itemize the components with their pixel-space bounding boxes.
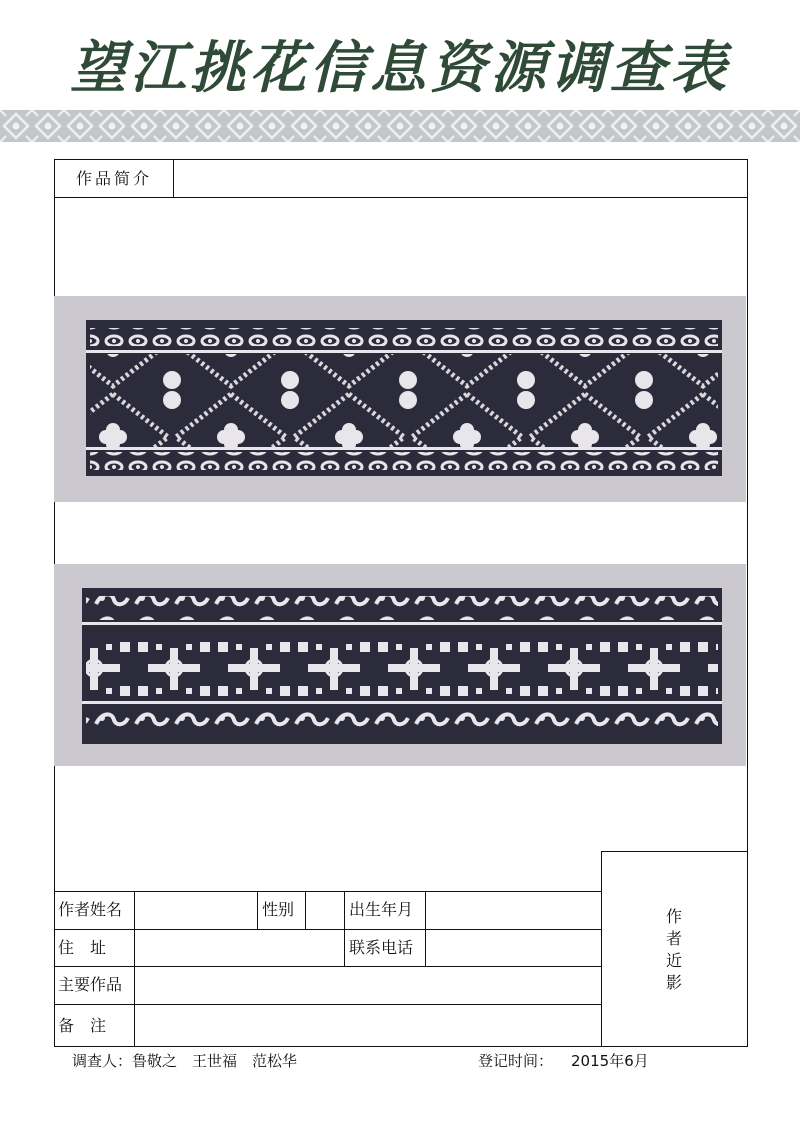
surveyor-label: 调查人： (72, 1052, 133, 1070)
phone-label: 联系电话 (349, 938, 414, 957)
band-pattern (0, 110, 800, 142)
author-name-label: 作者姓名 (58, 900, 123, 919)
embroidery-scroll-pattern (54, 564, 746, 766)
gender-label: 性别 (262, 900, 295, 919)
works-field[interactable] (136, 967, 601, 1004)
address-label: 住 址 (58, 938, 107, 957)
date-line (478, 1050, 649, 1072)
phone-field[interactable] (426, 930, 601, 966)
works-label: 主要作品 (58, 975, 123, 994)
author-name-field[interactable] (136, 892, 256, 929)
embroidery-image-2 (54, 564, 746, 766)
birth-label: 出生年月 (349, 900, 414, 919)
author-photo-box (601, 851, 748, 1047)
decorative-band (0, 110, 800, 142)
intro-label: 作品简介 (55, 160, 174, 197)
address-field[interactable] (136, 930, 344, 966)
gender-field[interactable] (306, 892, 344, 929)
notes-field[interactable] (136, 1005, 601, 1047)
intro-row (55, 160, 747, 198)
surveyor-names: 鲁敬之 王世福 范松华 (132, 1052, 298, 1070)
surveyor-line (72, 1050, 297, 1072)
embroidery-image-1 (54, 296, 746, 502)
birth-field[interactable] (426, 892, 601, 929)
grid-line (134, 891, 135, 1047)
date-label: 登记时间： (478, 1052, 554, 1070)
embroidery-diamond-pattern (54, 296, 746, 502)
author-photo-label: 作者近影 (665, 907, 682, 992)
date-value: 2015年6月 (571, 1052, 649, 1070)
page-title: 望江挑花信息资源调查表 (70, 35, 730, 101)
notes-label: 备 注 (58, 1016, 107, 1035)
